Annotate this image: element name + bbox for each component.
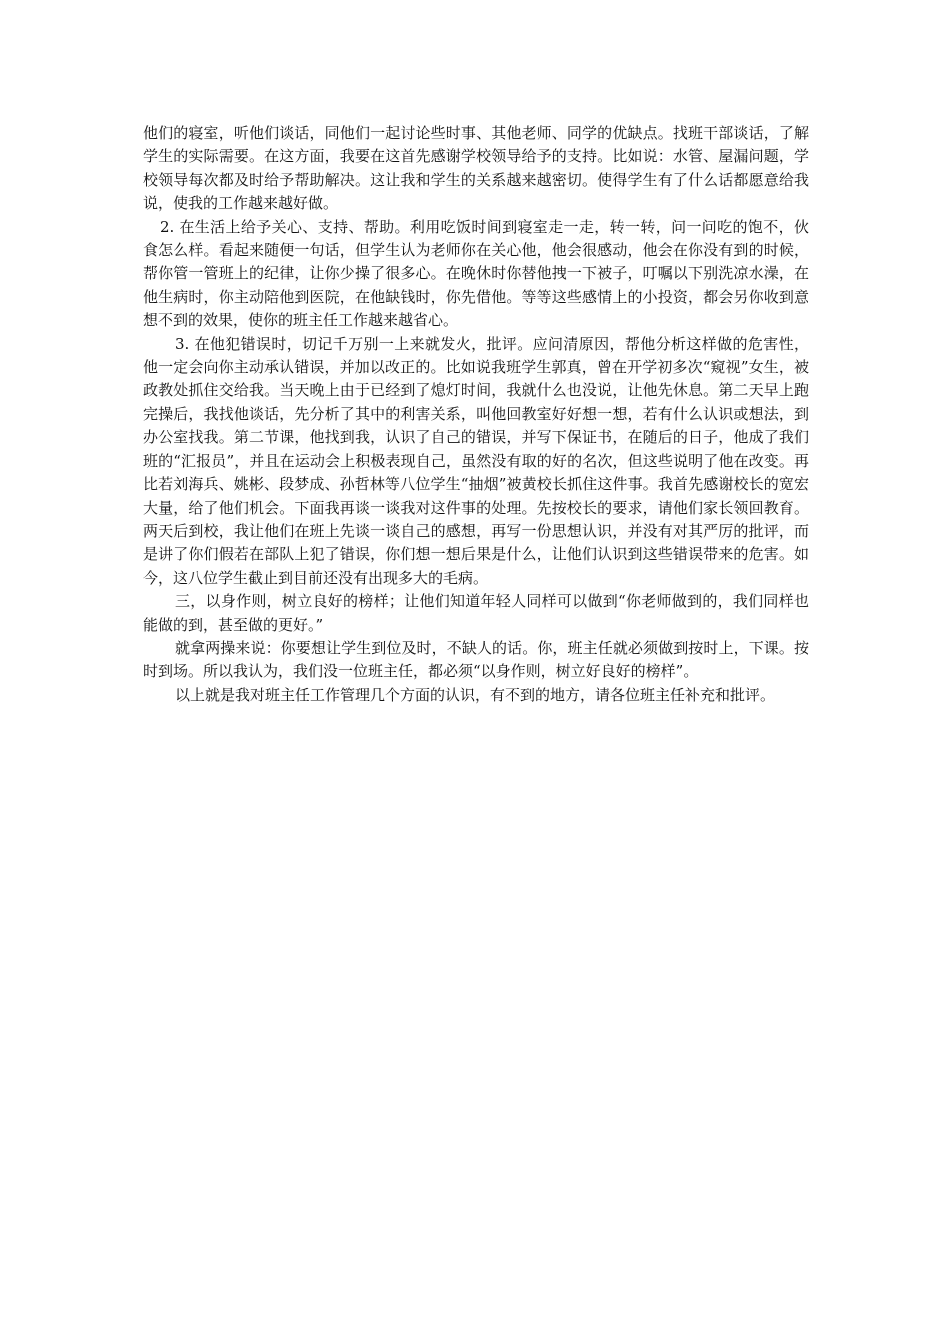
paragraph-role-model: 三，以身作则，树立良好的榜样；让他们知道年轻人同样可以做到“你老师做到的，我们同样也能做的到，甚至做的更好。”: [143, 592, 809, 634]
paragraph-exercise-example: 就拿两操来说：你要想让学生到位及时，不缺人的话。你，班主任就必须做到按时上，下课。按时到场。所以我认为，我们没一位班主任，都必须“以身作则，树立好良好的榜样”。: [143, 638, 809, 681]
paragraph-relationship: 他们的寝室，听他们谈话，同他们一起讨论些时事、其他老师、同学的优缺点。找班干部谈话，了解学生的实际需要。在这方面，我要在这首先感谢学校领导给予的支持。比如说：水管、屋漏问题，学校领导每次都及时给予帮助解决。这让我和学生的关系越来越密切。使得学生有了什么话都愿意给我说，使我的工作越来越好做。: [143, 124, 809, 213]
document-body: [143, 122, 809, 707]
paragraph-conclusion: 以上就是我对班主任工作管理几个方面的认识，有不到的地方，请各位班主任补充和批评。: [175, 685, 776, 704]
paragraph-mistakes: 3. 在他犯错误时，切记千万别一上来就发火，批评。应问清原因，帮他分析这样做的危害性，他一定会向你主动承认错误，并加以改正的。比如说我班学生郭真，曾在开学初多次“窥视”女生，被政教处抓住交给我。当天晚上由于已经到了熄灯时间，我就什么也没说，让他先休息。第二天早上跑完操后，我找他谈话，先分析了其中的利害关系，叫他回教室好好想一想，若有什么认识或想法，到办公室找我。第二节课，他找到我，认识了自己的错误，并写下保证书，在随后的日子，他成了我们班的“汇报员”，并且在运动会上积极表现自己，虽然没有取的好的名次，但这些说明了他在改变。再比若刘海兵、姚彬、段梦成、孙哲林等八位学生“抽烟”被黄校长抓住这件事。我首先感谢校长的宽宏大量，给了他们机会。下面我再谈一谈我对这件事的处理。先按校长的要求，请他们家长领回教育。两天后到校，我让他们在班上先谈一谈自己的感想，再写一份思想认识，并没有对其严厉的批评，而是讲了你们假若在部队上犯了错误，你们想一想后果是什么，让他们认识到这些错误带来的危害。如今，这八位学生截止到目前还没有出现多大的毛病。: [143, 334, 809, 587]
paragraph-life-care: 2. 在生活上给予关心、支持、帮助。利用吃饭时间到寝室走一走，转一转，问一问吃的饱不，伙食怎么样。看起来随便一句话，但学生认为老师你在关心他，他会很感动，他会在你没有到的时候，帮你管一管班上的纪律，让你少操了很多心。在晚休时你替他拽一下被子，叮嘱以下别洗凉水澡，在他生病时，你主动陪他到医院，在他缺钱时，你先借他。等等这些感情上的小投资，都会另你收到意想不到的效果，使你的班主任工作越来越省心。: [143, 217, 809, 330]
